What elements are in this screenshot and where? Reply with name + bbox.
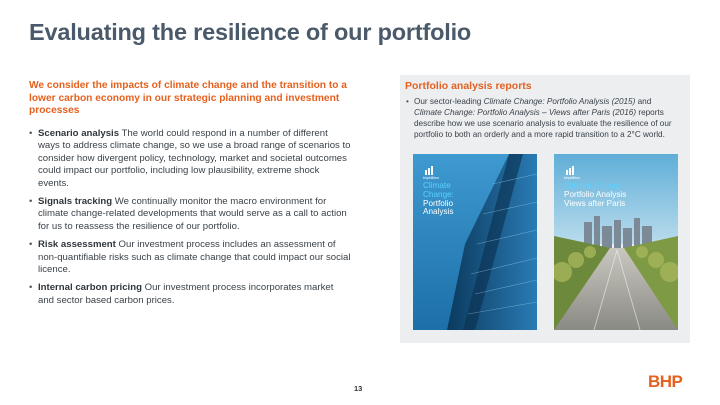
bullet-list [29, 128, 351, 313]
report-cover-2015 [413, 154, 537, 330]
cover-title [564, 182, 626, 208]
panel-text-part: Our sector-leading [414, 97, 484, 106]
bullet-term: Signals tracking [38, 196, 113, 208]
bullet-text: We continually monitor the macro environment for climate change-related developments that would serve as a call to action for us to reassess the resilience of our portfolio. [38, 196, 347, 232]
bullet-risk-assessment [29, 239, 351, 276]
lead-statement: We consider the impacts of climate change and the transition to a lower carbon economy in our strategic planning and investment processes [29, 80, 347, 117]
report-title-2016: Climate Change: Portfolio Analysis – Views after Paris (2016) [414, 107, 637, 117]
page-number: 13 [354, 384, 363, 393]
bhp-logo: BHP [648, 372, 683, 391]
cover-title-line: Portfolio Analysis [564, 189, 627, 199]
bullet-text: Our investment process incorporates market and sector based carbon prices. [38, 282, 334, 306]
bullet-internal-carbon-pricing [29, 282, 351, 307]
bullet-text: The world could respond in a number of different ways to address climate change, so we use a broad range of scenarios to consider how divergent policy, technology, market and societal outcomes could impact our portfolio, including low plausibility, extreme shock events. [38, 128, 351, 189]
cover-logo [564, 164, 594, 180]
bullet-text: Our investment process includes an assessment of non-quantifiable risks such as climate change that could impact our social licence. [38, 239, 351, 276]
cover-title-line: Views after Paris [564, 198, 626, 208]
panel-title: Portfolio analysis reports [405, 80, 532, 92]
cover-title-line: Climate Change: [564, 181, 625, 190]
cover-title-line: Change: [423, 189, 454, 199]
report-cover-2016 [554, 154, 678, 330]
cover-title [423, 182, 454, 217]
cover-title-line: Portfolio [423, 198, 454, 208]
bullet-term: Internal carbon pricing [38, 282, 142, 294]
report-title-2015: Climate Change: Portfolio Analysis (2015) [483, 97, 636, 106]
cover-logo [423, 164, 453, 180]
bullet-term: Risk assessment [38, 239, 116, 251]
cover-title-line: Analysis [423, 207, 454, 217]
panel-text-part: and [635, 97, 652, 106]
cover-logo-text: bhpbilliton [423, 176, 439, 180]
cover-logo-text: bhpbilliton [564, 176, 580, 180]
bullet-term: Scenario analysis [38, 128, 120, 139]
panel-text-part: reports describe how we use scenario analysis to evaluate the resilience of our portfolio to both an orderly and a more rapid transition to a 2°C world. [414, 107, 672, 139]
bullet-signals-tracking [29, 196, 351, 233]
slide-title: Evaluating the resilience of our portfolio [29, 19, 472, 45]
cover-title-line: Climate [423, 181, 451, 190]
bullet-scenario-analysis [29, 128, 351, 190]
panel-description [405, 97, 681, 141]
